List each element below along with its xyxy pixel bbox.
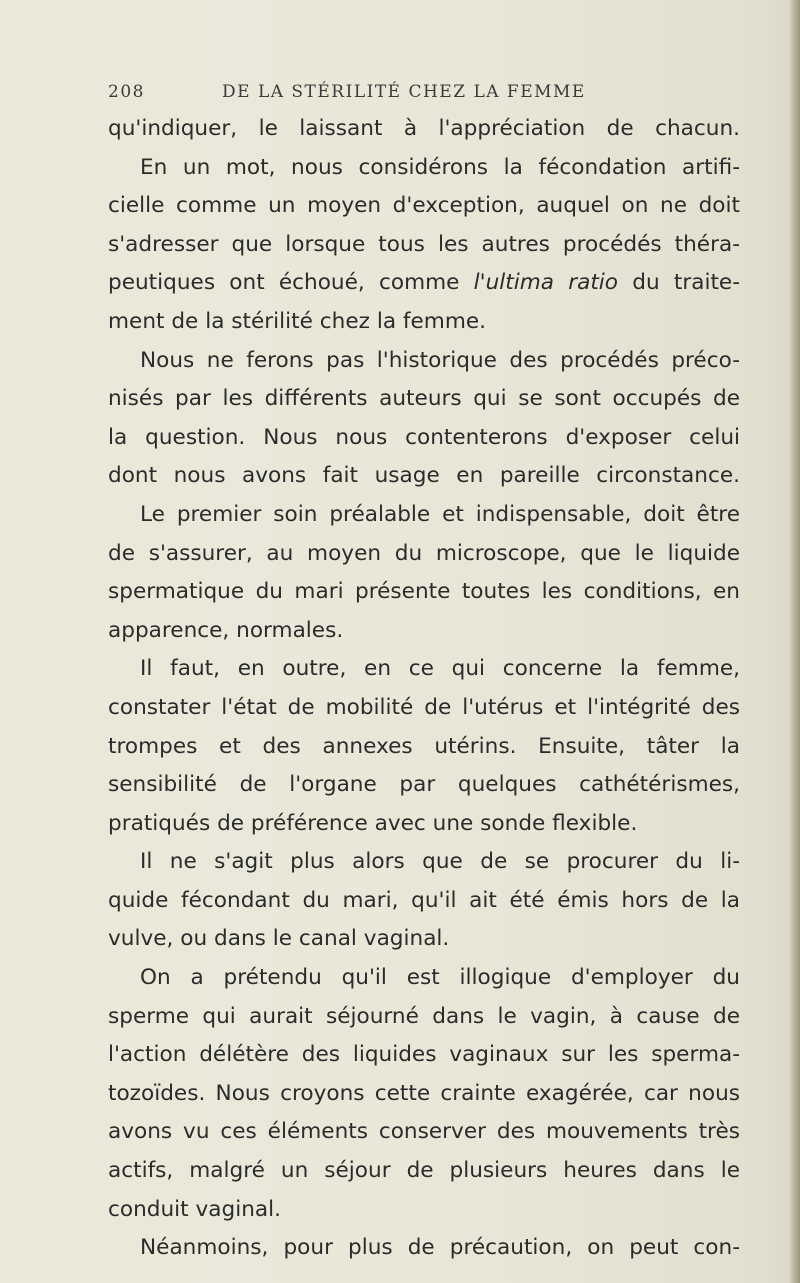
text-line: Nous ne ferons pas l'historique des procédés préco-	[140, 347, 740, 373]
text-line: trompes et des annexes utérins. Ensuite, tâter la	[108, 733, 740, 759]
text-line: On a prétendu qu'il est illogique d'employer du	[140, 965, 740, 991]
text-line: tozoïdes. Nous croyons cette crainte exagérée, car nous	[108, 1080, 740, 1106]
text-line: conduit vaginal.	[108, 1196, 281, 1222]
page-edge	[790, 0, 800, 1283]
text-line: Il ne s'agit plus alors que de se procurer du li-	[140, 849, 740, 875]
italic-phrase: l'ultima ratio	[473, 270, 619, 296]
text-line: vulve, ou dans le canal vaginal.	[108, 926, 450, 952]
text-line: la question. Nous nous contenterons d'exposer celui	[108, 424, 740, 450]
body-text	[108, 110, 740, 1268]
text-line: cielle comme un moyen d'exception, auquel on ne doit	[108, 193, 740, 219]
page-number: 208	[108, 82, 145, 102]
text-line: quide fécondant du mari, qu'il ait été émis hors de la	[108, 887, 740, 913]
text-line: apparence, normales.	[108, 617, 344, 643]
text-line: ment de la stérilité chez la femme.	[108, 308, 487, 334]
text-line: s'adresser que lorsque tous les autres procédés théra-	[108, 231, 740, 257]
text-line: sensibilité de l'organe par quelques cathétérismes,	[108, 772, 740, 798]
text-line: qu'indiquer, le laissant à l'appréciation de chacun.	[108, 116, 740, 141]
text-line: actifs, malgré un séjour de plusieurs heures dans le	[108, 1158, 740, 1184]
text-line: spermatique du mari présente toutes les conditions, en	[108, 579, 740, 605]
text-line: de s'assurer, au moyen du microscope, que le liquide	[108, 540, 740, 566]
text-line: pratiqués de préférence avec une sonde flexible.	[108, 810, 638, 836]
text-line: En un mot, nous considérons la fécondation artifi-	[140, 154, 740, 180]
text-line: avons vu ces éléments conserver des mouvements très	[108, 1119, 740, 1145]
text-line: constater l'état de mobilité de l'utérus et l'intégrité des	[108, 694, 740, 720]
text-segment: du traite-	[618, 270, 740, 296]
text-line: l'action délétère des liquides vaginaux sur les sperma-	[108, 1042, 740, 1068]
text-line: Néanmoins, pour plus de précaution, on peut con-	[140, 1235, 740, 1261]
text-segment: peutiques ont échoué, comme	[108, 270, 474, 296]
text-line: nisés par les différents auteurs qui se sont occupés de	[108, 386, 740, 412]
text-line: Il faut, en outre, en ce qui concerne la femme,	[140, 656, 740, 682]
text-line: sperme qui aurait séjourné dans le vagin, à cause de	[108, 1003, 740, 1029]
text-line	[108, 264, 740, 303]
running-header	[108, 82, 728, 112]
running-title: DE LA STÉRILITÉ CHEZ LA FEMME	[222, 82, 586, 102]
text-line: Le premier soin préalable et indispensable, doit être	[140, 501, 740, 527]
text-line: dont nous avons fait usage en pareille circonstance.	[108, 463, 740, 489]
